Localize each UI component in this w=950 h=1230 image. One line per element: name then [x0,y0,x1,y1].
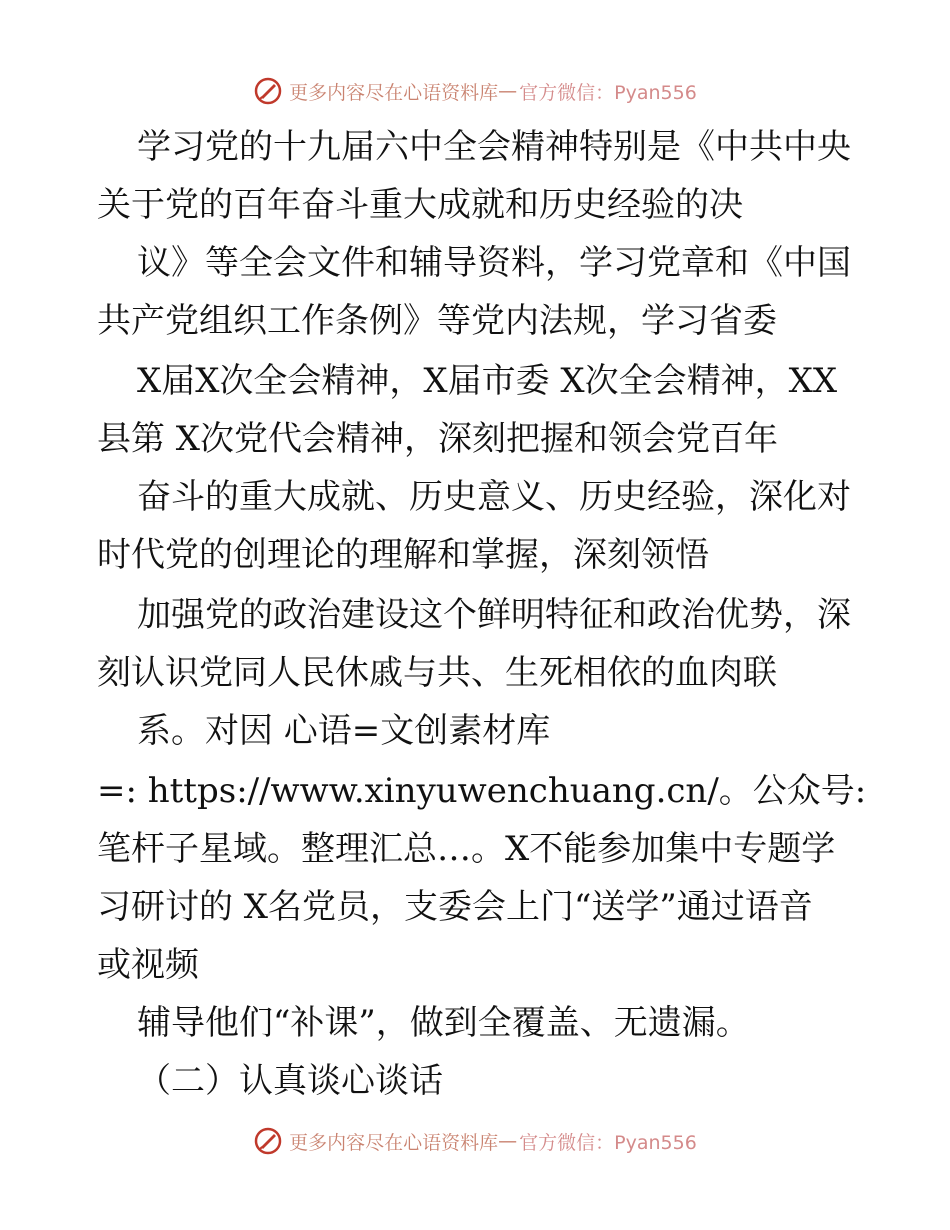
feather-pen-seal-icon [253,76,283,106]
body-line: 系。对因 心语=文创素材库 [137,711,551,751]
feather-pen-seal-icon [253,1126,283,1156]
body-line: 习研讨的 X名党员，支委会上门“送学”通过语音 [97,887,813,927]
footer-watermark [0,1121,950,1161]
body-line: 奋斗的重大成就、历史意义、历史经验，深化对 [137,477,851,517]
header-watermark [0,71,950,111]
body-line: 加强党的政治建设这个鲜明特征和政治优势，深 [137,595,851,635]
body-line: 共产党组织工作条例》等党内法规，学习省委 [97,301,777,341]
body-line: 辅导他们“补课”，做到全覆盖、无遗漏。 [137,1003,750,1043]
watermark-separator: — [498,80,518,102]
body-line: 学习党的十九届六中全会精神特别是《中共中央 [137,127,851,167]
body-line: =: https://www.xinyuwenchuang.cn/。公众号: [97,771,867,811]
body-line: 时代党的创理论的理解和掌握，深刻领悟 [97,535,709,575]
watermark-text: 更多内容尽在心语资料库 [289,81,499,104]
body-line: 笔杆子星域。整理汇总…。X不能参加集中专题学 [97,829,836,869]
body-line: 县第 X次党代会精神，深刻把握和领会党百年 [97,419,779,459]
watermark-separator: — [498,1130,518,1152]
body-line: 刻认识党同人民休戚与共、生死相依的血肉联 [97,653,777,693]
body-line: 或视频 [97,945,199,985]
watermark-contact: 官方微信：Pyan556 [519,81,697,104]
watermark-contact: 官方微信：Pyan556 [519,1131,697,1154]
body-line: 议》等全会文件和辅导资料，学习党章和《中国 [137,243,851,283]
body-line: 关于党的百年奋斗重大成就和历史经验的决 [97,185,743,225]
section-heading: （二）认真谈心谈话 [137,1061,443,1101]
watermark-text: 更多内容尽在心语资料库 [289,1131,499,1154]
body-line: X届X次全会精神，X届市委 X次全会精神，XX [137,361,838,401]
